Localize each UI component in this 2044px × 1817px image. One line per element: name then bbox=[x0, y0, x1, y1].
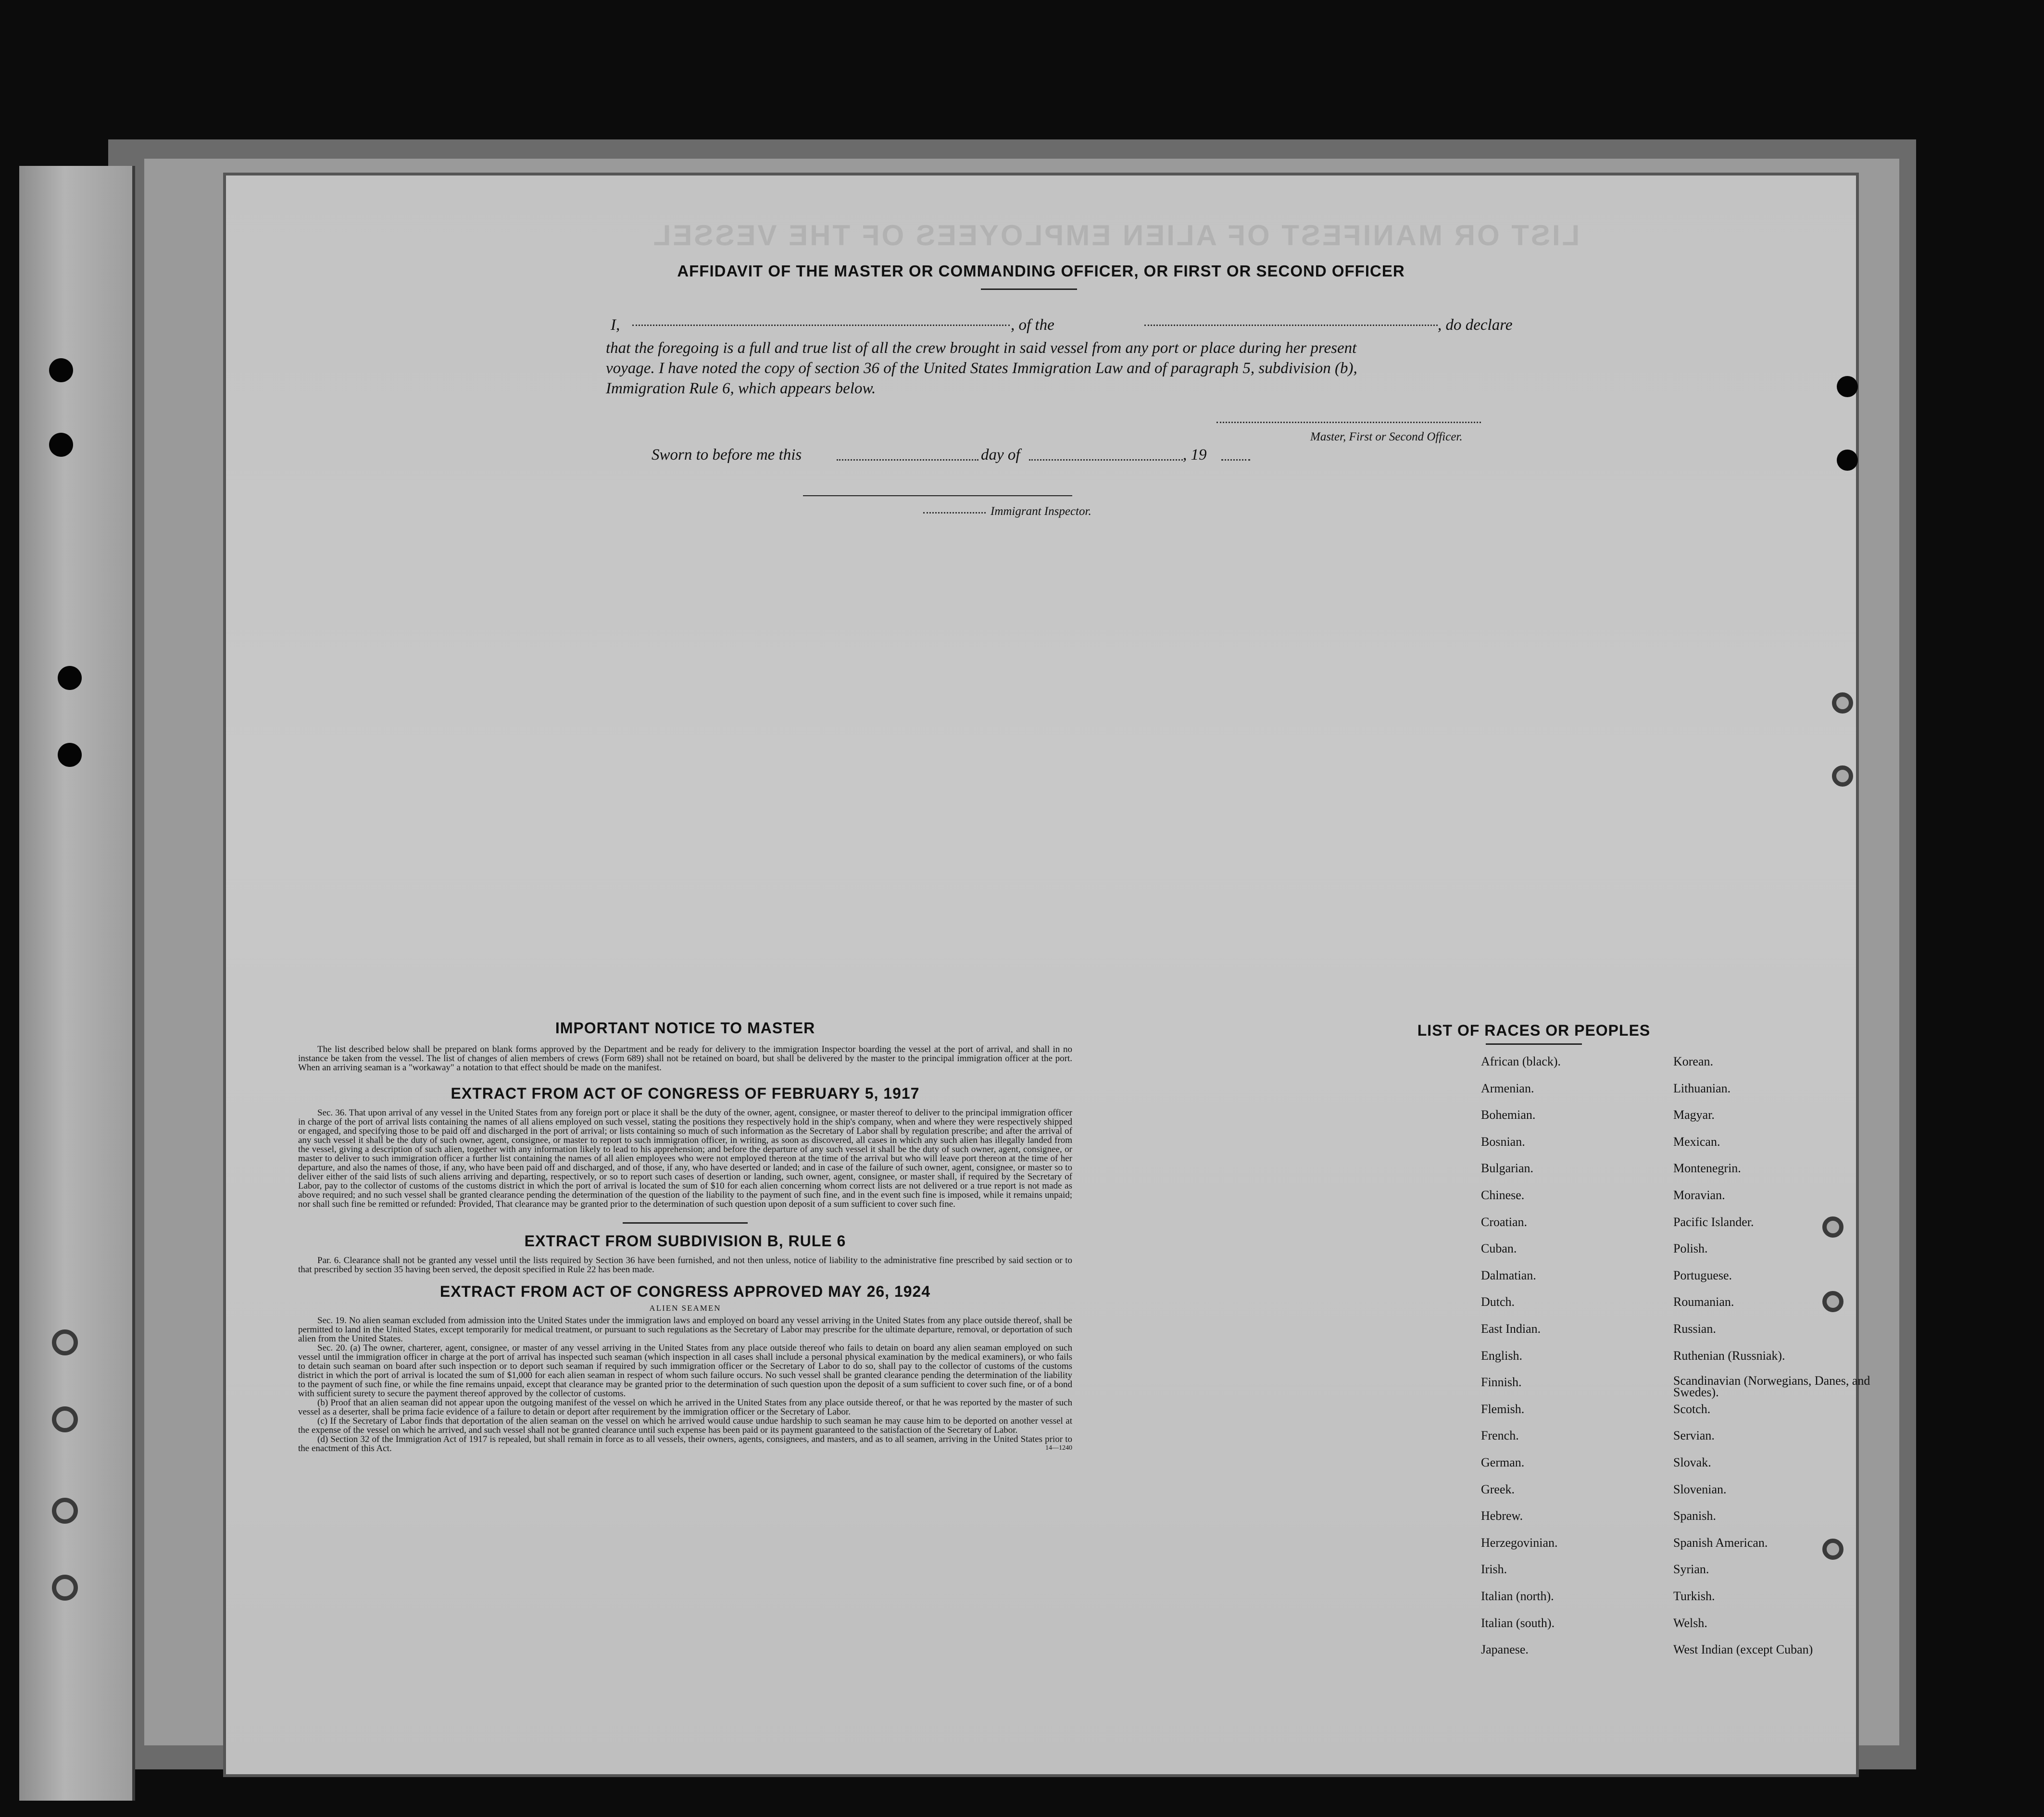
bleed-through-text: LIST OR MANIFEST OF ALIEN EMPLOYEES OF THE VESSEL bbox=[651, 219, 1580, 251]
races-title: LIST OF RACES OR PEOPLES bbox=[1417, 1022, 1651, 1039]
races-column bbox=[1245, 1022, 1870, 1657]
punch-hole-ring bbox=[1832, 765, 1853, 787]
race-item: Spanish. bbox=[1673, 1509, 1716, 1523]
race-item: Magyar. bbox=[1673, 1108, 1715, 1122]
race-item: Korean. bbox=[1673, 1054, 1714, 1068]
race-item: Cuban. bbox=[1481, 1241, 1517, 1256]
race-item: Greek. bbox=[1481, 1482, 1515, 1496]
race-item: Bohemian. bbox=[1481, 1108, 1536, 1122]
master-signature-blank[interactable] bbox=[1216, 422, 1481, 423]
extract-1924-sec20d: (d) Section 32 of the Immigration Act of 1917 is repealed, but shall remain in force as to all vessels, their owners, agents, consignees, and masters, and as to all seamen, arriving in the United States prior to the enactment of this Act. bbox=[298, 1434, 1072, 1454]
punch-hole bbox=[1837, 450, 1858, 471]
race-item: Italian (north). bbox=[1481, 1589, 1554, 1603]
name-blank[interactable] bbox=[632, 325, 1010, 326]
affidavit-body-line-3: Immigration Rule 6, which appears below. bbox=[606, 380, 876, 397]
punch-hole-ring bbox=[52, 1406, 78, 1432]
extract-rule6-title: EXTRACT FROM SUBDIVISION B, RULE 6 bbox=[524, 1232, 846, 1250]
vessel-blank[interactable] bbox=[1144, 325, 1438, 326]
extract-1917-title: EXTRACT FROM ACT OF CONGRESS OF FEBRUARY 5, 1917 bbox=[451, 1085, 920, 1102]
alien-seamen-subtitle: ALIEN SEAMEN bbox=[649, 1303, 721, 1313]
race-item: Chinese. bbox=[1481, 1188, 1525, 1202]
sworn-label: Sworn to before me this bbox=[652, 446, 802, 464]
race-item: Irish. bbox=[1481, 1562, 1507, 1577]
race-item: Bosnian. bbox=[1481, 1134, 1525, 1149]
form-number: 14—1240 bbox=[1045, 1444, 1072, 1452]
race-item: Syrian. bbox=[1673, 1562, 1709, 1577]
race-item: Lithuanian. bbox=[1673, 1081, 1731, 1095]
race-item: Moravian. bbox=[1673, 1188, 1725, 1202]
punch-hole bbox=[58, 666, 82, 690]
extract-1924-sec20c: (c) If the Secretary of Labor finds that deportation of the alien seaman on the vessel on which he arrived would cause undue hardship to such seaman he may cause him to be deported on another vessel at the expense of the vessel on which he arrived, and such vessel shall not be granted clearance until such expense has been paid or its payment guaranteed to the satisfaction of the Secretary of Labor. bbox=[298, 1416, 1072, 1435]
inspector-rule bbox=[803, 495, 1072, 496]
race-item: Bulgarian. bbox=[1481, 1161, 1534, 1176]
race-item: Servian. bbox=[1673, 1429, 1715, 1443]
race-item: Japanese. bbox=[1481, 1642, 1529, 1657]
race-item: Italian (south). bbox=[1481, 1616, 1555, 1630]
extract-1917-text: Sec. 36. That upon arrival of any vessel in the United States from any foreign port or place it shall be the duty of the owner, agent, consignee, or master thereof to deliver to the principal immigration officer in charge of the port of arrival lists containing the names of all aliens employed on such vessel, stating the positions they respectively hold in the ship's company, when and where they were respectively shipped or engaged, and specifying those to be paid off and discharged in the port of arrival; or lists containing so much of such information as the Secretary of Labor shall by regulation prescribe; and after the arrival of any such vessel it shall be the duty of such owner, agent, consignee, or master to report to such immigration officer, in writing, as soon as discovered, all cases in which any such alien has illegally landed from the vessel, giving a description of such alien, together with any information likely to lead to his apprehension; and before the departure of any such vessel it shall be the duty of such owner, agent, consignee, or master to deliver to such immigration officer a further list containing the names of all alien employees who were not employed thereon at the time of the arrival but who will leave port thereon at the time of her departure, and also the names of those, if any, who have been paid off and discharged, and of those, if any, who have deserted or landed; and in case of the failure of such owner, agent, consignee, or master so to deliver either of the said lists of such aliens arriving and departing, respectively, or so to report such cases of desertion or landing, such owner, agent, consignee, or master shall, if required by the Secretary of Labor, pay to the collector of customs of the customs district in which the port of arrival is located the sum of $10 for each alien concerning whom correct lists are not delivered or a true report is not made as above required; and no such vessel shall be granted clearance pending the determination of the question of the liability to the payment of such fine, and in the event such fine is imposed, while it remains unpaid; nor shall such fine be remitted or refunded: Provided, That clearance may be granted prior to the determination of such question upon deposit of a sum sufficient to cover such fine. bbox=[298, 1108, 1072, 1209]
race-item: Scandinavian (Norwegians, Danes, and Swedes). bbox=[1673, 1374, 1870, 1400]
notice-text: The list described below shall be prepared on blank forms approved by the Department and be ready for delivery to the immigration Inspector boarding the vessel at the port of arrival, and shall in no instance be taken from the vessel. The list of changes of alien members of crews (Form 689) shall not be retained on board, but shall be delivered by the master to the principal immigration officer at the port. When an arriving seaman is a "workaway" a notation to that effect should be made on the manifest. bbox=[298, 1044, 1072, 1073]
inspector-label: Immigrant Inspector. bbox=[991, 505, 1091, 518]
year-label: , 19 bbox=[1183, 446, 1207, 464]
punch-hole-ring bbox=[1822, 1539, 1843, 1560]
notice-title: IMPORTANT NOTICE TO MASTER bbox=[555, 1019, 815, 1037]
affidavit-declare-label: , do declare bbox=[1438, 316, 1513, 334]
affidavit-i-label: I, bbox=[611, 316, 620, 334]
affidavit-title: AFFIDAVIT OF THE MASTER OR COMMANDING OFFICER, OR FIRST OR SECOND OFFICER bbox=[677, 262, 1405, 280]
master-signature-label: Master, First or Second Officer. bbox=[1310, 430, 1463, 443]
section-rule bbox=[623, 1222, 748, 1224]
race-item: Slovenian. bbox=[1673, 1482, 1727, 1496]
race-item: African (black). bbox=[1481, 1054, 1561, 1068]
race-item: East Indian. bbox=[1481, 1322, 1541, 1336]
race-item: Herzegovinian. bbox=[1481, 1535, 1558, 1550]
title-rule bbox=[981, 288, 1077, 290]
year-blank[interactable] bbox=[1221, 459, 1250, 461]
race-item: Russian. bbox=[1673, 1322, 1716, 1336]
race-item: Croatian. bbox=[1481, 1215, 1528, 1229]
race-item: Scotch. bbox=[1673, 1402, 1711, 1416]
punch-hole-ring bbox=[1822, 1216, 1843, 1238]
race-item: Ruthenian (Russniak). bbox=[1673, 1348, 1785, 1363]
race-item: Polish. bbox=[1673, 1241, 1708, 1256]
race-item: West Indian (except Cuban) bbox=[1673, 1642, 1813, 1657]
inspector-signature-blank[interactable] bbox=[923, 512, 986, 514]
race-item: Roumanian. bbox=[1673, 1295, 1734, 1309]
punch-hole bbox=[58, 743, 82, 767]
extract-1924-sec19: Sec. 19. No alien seaman excluded from admission into the United States under the immigration laws and employed on board any vessel arriving in the United States from any place outside thereof, shall be permitted to land in the United States, except temporarily for medical treatment, or pursuant to such regulations as the Secretary of Labor may prescribe for the ultimate departure, removal, or deportation of such alien from the United States. bbox=[298, 1316, 1072, 1344]
punch-hole bbox=[49, 433, 73, 457]
race-item: Dalmatian. bbox=[1481, 1268, 1536, 1282]
extract-rule6-text: Par. 6. Clearance shall not be granted any vessel until the lists required by Section 36 have been furnished, and not then unless, notice of liability to the administrative fine prescribed by said section or to that prescribed by section 35 having been served, the deposit specified in Rule 22 has been made. bbox=[298, 1255, 1072, 1275]
punch-hole-ring bbox=[1832, 692, 1853, 714]
race-item: English. bbox=[1481, 1348, 1522, 1363]
affidavit-body-line-1: that the foregoing is a full and true list of all the crew brought in said vessel from any port or place during her present bbox=[606, 339, 1357, 357]
extract-1924-sec20b: (b) Proof that an alien seaman did not appear upon the outgoing manifest of the vessel on which he arrived in the United States from any place outside thereof, or that he was reported by the master of such vessel as a deserter, shall be prima facie evidence of a failure to detain or deport after requirement by the immigration officer or the Secretary of Labor. bbox=[298, 1398, 1072, 1417]
race-item: Dutch. bbox=[1481, 1295, 1515, 1309]
punch-hole bbox=[1837, 376, 1858, 397]
race-item: Flemish. bbox=[1481, 1402, 1525, 1416]
race-item: Pacific Islander. bbox=[1673, 1215, 1754, 1229]
race-item: Finnish. bbox=[1481, 1375, 1522, 1390]
race-item: French. bbox=[1481, 1429, 1519, 1443]
race-item: Welsh. bbox=[1673, 1616, 1707, 1630]
affidavit-of-the-label: , of the bbox=[1011, 316, 1054, 334]
races-title-rule bbox=[1486, 1043, 1582, 1045]
affidavit-body-line-2: voyage. I have noted the copy of section 36 of the United States Immigration Law and of paragraph 5, subdivision (b), bbox=[606, 360, 1357, 377]
extract-1924-title: EXTRACT FROM ACT OF CONGRESS APPROVED MAY 26, 1924 bbox=[439, 1283, 931, 1300]
day-blank[interactable] bbox=[837, 459, 978, 461]
punch-hole-ring bbox=[52, 1575, 78, 1601]
race-item: Armenian. bbox=[1481, 1081, 1534, 1095]
punch-hole-ring bbox=[52, 1498, 78, 1524]
race-item: Mexican. bbox=[1673, 1134, 1720, 1149]
punch-hole bbox=[49, 358, 73, 382]
punch-hole-ring bbox=[52, 1329, 78, 1355]
race-item: Hebrew. bbox=[1481, 1509, 1523, 1523]
race-item: Turkish. bbox=[1673, 1589, 1715, 1603]
binder-strip bbox=[19, 166, 135, 1801]
extract-1924-sec20a: Sec. 20. (a) The owner, charterer, agent, consignee, or master of any vessel arriving in the United States from any place outside thereof who fails to detain on board any alien seaman employed on such vessel until the immigration officer in charge at the port of arrival has inspected such seaman (which inspection in all cases shall include a personal physical examination by the medical examiners), or who fails to detain such seaman on board after such inspection or to deport such seaman if required by such immigration officer or the Secretary of Labor to do so, shall pay to the collector of customs of the customs district in which the port of arrival is located the sum of $1,000 for each alien seaman in respect of whom such failure occurs. No such vessel shall be granted clearance pending the determination of the liability to the payment of such fine, or while the fine remains unpaid, except that clearance may be granted prior to the determination of such question upon the deposit of a sum sufficient to cover such fine, or of a bond with sufficient surety to secure the payment thereof approved by the collector of customs. bbox=[298, 1343, 1072, 1399]
month-blank[interactable] bbox=[1029, 459, 1183, 461]
notice-column bbox=[298, 1019, 1072, 1452]
document-page bbox=[226, 175, 1870, 1774]
race-item: Spanish American. bbox=[1673, 1535, 1768, 1550]
punch-hole-ring bbox=[1822, 1291, 1843, 1312]
race-item: Slovak. bbox=[1673, 1455, 1711, 1469]
race-item: German. bbox=[1481, 1455, 1525, 1469]
race-item: Montenegrin. bbox=[1673, 1161, 1741, 1176]
race-item: Portuguese. bbox=[1673, 1268, 1732, 1282]
day-of-label: day of bbox=[981, 446, 1020, 464]
